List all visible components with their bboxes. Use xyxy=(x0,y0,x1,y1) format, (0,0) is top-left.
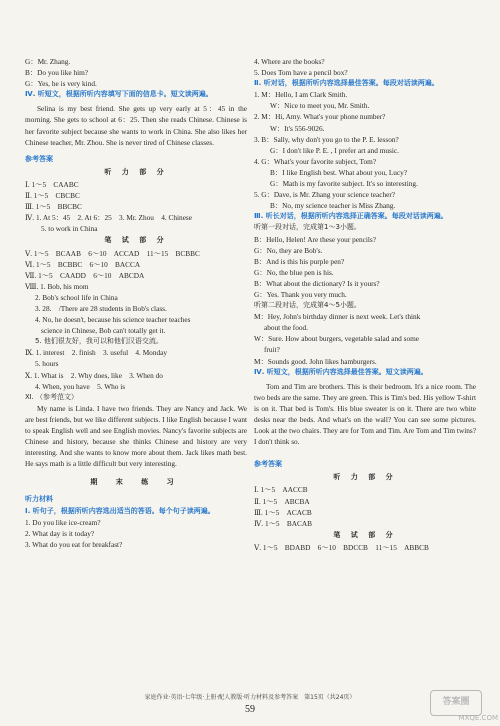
dialog-line: 3. B：Sally, why don't you go to the P. E. lesson? xyxy=(254,134,399,144)
answer-line: 5. hours xyxy=(35,359,59,369)
answer-line: Ⅱ. 1～5 CBCBC xyxy=(25,191,80,201)
dialog-line: B：Do you like him? xyxy=(25,68,89,78)
answer-line: Ⅰ. 1～5 CAABC xyxy=(25,179,79,189)
answer-line: 4. When, you have 5. Who is xyxy=(35,381,126,391)
written-part-title: 笔 试 部 分 xyxy=(104,236,168,245)
dialog-line: 2. M：Hi, Amy. What's your phone number? xyxy=(254,112,386,122)
dialog-line: B：I like English best. What about you, Lucy? xyxy=(270,167,408,177)
dialog-line: B：What about the dictionary? Is it yours? xyxy=(254,278,380,288)
answer-line: Ⅷ. 1. Bob, his mom xyxy=(25,281,89,291)
page-number: 59 xyxy=(245,704,255,715)
dialog-line: G：Yes, he is very kind. xyxy=(25,79,97,89)
question-line: 2. What day is it today? xyxy=(25,528,95,538)
section-heading: Ⅰ. 听句子，根据所听内容选出适当的答语。每个句子读两遍。 xyxy=(25,506,215,515)
dialog-line: W：Sure. How about burgers, vegetable salad and some xyxy=(254,334,420,344)
reference-answers-heading: 参考答案 xyxy=(25,154,53,163)
watermark-logo-icon: 答案圈 xyxy=(430,690,482,716)
dialog-line: G：Mr. Zhang. xyxy=(25,57,71,66)
dialog-line: 5. G：Dave, is Mr. Zhang your science teacher? xyxy=(254,190,396,200)
answer-line: 5. to work in China xyxy=(41,224,98,234)
answer-line: 3. 28. /There are 28 students in Bob's class. xyxy=(35,303,167,313)
question-line: 4. Where are the books? xyxy=(254,57,325,66)
dialog-line: G：No, they are Bob's. xyxy=(254,245,323,255)
dialog-line: M：Sounds good. John likes hamburgers. xyxy=(254,356,377,366)
dialog-line: G：Math is my favorite subject. It's so interesting. xyxy=(270,179,418,189)
passage-paragraph: Tom and Tim are brothers. This is their bedroom. It's a nice room. The two beds are the same. They are green. This is Tim's bed. His yellow T-shirt is on it. That bed is Tom's. His blue sweater is on it. There are two white desks near the beds. And what's on the wall? You can see some pictures. Look at the two chairs. They are for Tom and Tim. Are Tom and Tim twins? I don't think so. xyxy=(254,381,476,447)
listening-part-title: 听 力 部 分 xyxy=(104,167,168,176)
written-part-title: 笔 试 部 分 xyxy=(333,530,397,539)
answer-line: Ⅳ. 1～5 BACAB xyxy=(254,518,312,528)
listening-part-title: 听 力 部 分 xyxy=(333,473,397,482)
answer-line: Ⅺ. （参考范文） xyxy=(25,392,78,401)
dialog-line: fruit? xyxy=(264,345,280,355)
dialog-line: B：And is this his purple pen? xyxy=(254,256,345,266)
dialog-line: M：Hey, John's birthday dinner is next week. Let's think xyxy=(254,312,421,322)
instruction-line: 听第一段对话，完成第1～3小题。 xyxy=(254,223,361,232)
answer-line: science in Chinese, Bob can't totally get it. xyxy=(41,326,166,336)
answer-line: Ⅱ. 1～5 ABCBA xyxy=(254,496,310,506)
answer-line: Ⅹ. 1. What is 2. Why does, like 3. When do xyxy=(25,370,163,380)
question-line: 1. Do you like ice-cream? xyxy=(25,517,101,527)
passage-paragraph: Selina is my best friend. She gets up very early at 5：45 in the morning. She gets to school at 6：25. Then she reads Chinese. Chinese is her favorite subject because she wants to work in China. She also likes her Chinese teacher, Mr. Zhou. She is never tired of Chinese classes. xyxy=(25,104,247,147)
question-line: 5. Does Tom have a pencil box? xyxy=(254,68,348,78)
answer-line: Ⅲ. 1～5 ACACB xyxy=(254,507,312,517)
dialog-line: W：It's 556-9026. xyxy=(270,123,325,133)
dialog-line: about the food. xyxy=(264,323,308,333)
sample-essay: My name is Linda. I have two friends. They are Nancy and Jack. We are best friends, but we like different subjects. I like English because I want to speak English well and see English movies. Nancy's favorite subjects are Chinese and history, because she thinks Chinese and history are very interesting. And she wants to know more about them. Jack likes math best. He says math is a little difficult but very interesting. xyxy=(25,403,247,469)
answer-line: Ⅲ. 1～5 BBCBC xyxy=(25,202,82,212)
answer-line: Ⅸ. 1. interest 2. finish 3. useful 4. Monday xyxy=(25,348,168,358)
dialog-line: G：I don't like P. E. , I prefer art and music. xyxy=(270,145,399,155)
answer-line: Ⅴ. 1～5 BDABD 6～10 BDCCB 11～15 ABBCB xyxy=(254,542,429,552)
section-heading: Ⅱ. 听对话，根据所听内容选择最佳答案。每段对话读两遍。 xyxy=(254,79,439,88)
dialog-line: 1. M：Hello, I am Clark Smith. xyxy=(254,90,348,100)
left-column xyxy=(25,56,247,550)
dialog-line: 4. G：What's your favorite subject, Tom? xyxy=(254,156,377,166)
answer-line: Ⅰ. 1～5 AACCB xyxy=(254,485,308,495)
dialog-line: G：No, the blue pen is his. xyxy=(254,267,334,277)
question-line: 3. What do you eat for breakfast? xyxy=(25,539,123,549)
answer-line: 4. No, he doesn't, because his science teacher teaches xyxy=(35,315,191,325)
section-heading: Ⅳ. 听短文，根据所听内容填写下面的信息卡。短文读两遍。 xyxy=(25,90,213,99)
answer-line: Ⅵ. 1～5 BCBBC 6～10 BACCA xyxy=(25,259,141,269)
listening-materials-heading: 听力材料 xyxy=(25,495,53,504)
instruction-line: 听第二段对话，完成第4～5小题。 xyxy=(254,301,361,310)
watermark-site: MXQE.COM xyxy=(458,714,498,722)
answer-line: 2. Bob's school life in China xyxy=(35,292,118,302)
answer-line: 5. 他们很友好，我可以和他们汉语交流。 xyxy=(35,337,163,346)
answer-line: Ⅶ. 1～5 CAADD 6～10 ABCDA xyxy=(25,270,145,280)
dialog-line: B：Hello, Helen! Are these your pencils? xyxy=(254,234,376,244)
answer-line: Ⅳ. 1. At 5：45 2. At 6：25 3. Mr. Zhou 4. Chinese xyxy=(25,213,193,223)
final-practice-title: 期 末 练 习 xyxy=(90,478,182,487)
reference-answers-heading: 参考答案 xyxy=(254,460,282,469)
dialog-line: W：Nice to meet you, Mr. Smith. xyxy=(270,101,370,111)
section-heading: Ⅲ. 听长对话，根据所听内容选择正确答案。每段对话读两遍。 xyxy=(254,212,448,221)
right-column xyxy=(254,56,476,553)
page-footer: 家庭作业·英语·七年级·上册·配人教版·听力材料及参考答案 第15页（共24页） xyxy=(144,694,356,701)
answer-line: Ⅴ. 1～5 BCAAB 6～10 ACCAD 11～15 BCBBC xyxy=(25,248,200,258)
section-heading: Ⅳ. 听短文，根据所听内容选择最佳答案。短文读两遍。 xyxy=(254,367,428,376)
dialog-line: B：No, my science teacher is Miss Zhang. xyxy=(270,201,396,211)
dialog-line: G：Yes. Thank you very much. xyxy=(254,289,347,299)
